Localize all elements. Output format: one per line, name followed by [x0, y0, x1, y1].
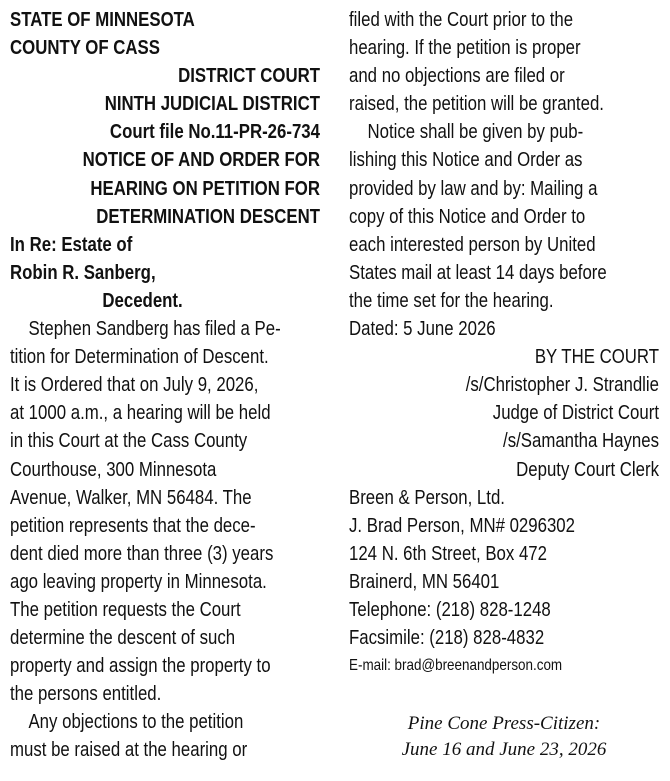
left-column-line: In Re: Estate of: [10, 233, 133, 256]
left-column-line: tition for Determination of Descent.: [10, 346, 269, 369]
left-column-line: DETERMINATION DESCENT: [96, 205, 320, 228]
left-column-line: HEARING ON PETITION FOR: [90, 177, 320, 200]
left-column-line: Robin R. Sanberg,: [10, 261, 156, 284]
left-column-line: determine the descent of such: [10, 627, 236, 650]
right-column-line: J. Brad Person, MN# 0296302: [349, 514, 575, 537]
left-column-line: Avenue, Walker, MN 56484. The: [10, 486, 252, 509]
right-column-line: raised, the petition will be granted.: [349, 93, 604, 116]
right-column-line: hearing. If the petition is proper: [349, 37, 581, 60]
right-column-line: States mail at least 14 days before: [349, 261, 607, 284]
left-column-line: The petition requests the Court: [10, 598, 241, 621]
left-column-line: at 1000 a.m., a hearing will be held: [10, 402, 271, 425]
right-column-line: the time set for the hearing.: [349, 289, 554, 312]
publication-credit-line-2: June 16 and June 23, 2026: [401, 739, 607, 760]
left-column-line: Courthouse, 300 Minnesota: [10, 458, 217, 481]
right-column-line: Facsimile: (218) 828-4832: [349, 627, 545, 650]
left-column-line: dent died more than three (3) years: [10, 542, 274, 565]
right-column-line: provided by law and by: Mailing a: [349, 177, 598, 200]
right-column-line: Dated: 5 June 2026: [349, 318, 496, 341]
left-column-line: NOTICE OF AND ORDER FOR: [82, 149, 321, 172]
left-column-line: Stephen Sandberg has filed a Pe-: [28, 318, 281, 341]
left-column-line: in this Court at the Cass County: [10, 430, 248, 453]
left-column-line: Court file No.11-PR-26-734: [109, 121, 320, 144]
left-column-line: the persons entitled.: [10, 683, 162, 706]
left-column-line: ago leaving property in Minnesota.: [10, 570, 267, 593]
publication-credit-line-1: Pine Cone Press-Citizen:: [407, 713, 601, 734]
right-column-line: Deputy Court Clerk: [516, 458, 659, 481]
left-column-line: NINTH JUDICIAL DISTRICT: [104, 93, 320, 116]
right-column-line: Notice shall be given by pub-: [367, 121, 584, 144]
right-column-line: /s/Christopher J. Strandlie: [465, 374, 659, 397]
right-column-line: copy of this Notice and Order to: [349, 205, 586, 228]
right-column-line: each interested person by United: [349, 233, 596, 256]
left-column-line: STATE OF MINNESOTA: [10, 9, 195, 31]
left-column-line: petition represents that the dece-: [10, 514, 256, 537]
left-column-line: DISTRICT COURT: [178, 65, 320, 88]
left-column-line: Decedent.: [102, 289, 183, 312]
right-column-line: BY THE COURT: [534, 346, 659, 369]
right-column-line: lishing this Notice and Order as: [349, 149, 583, 172]
left-column-line: Any objections to the petition: [28, 711, 244, 734]
right-column-line: Brainerd, MN 56401: [349, 570, 500, 593]
right-column-line: Telephone: (218) 828-1248: [349, 598, 551, 621]
right-column-line: E-mail: brad@breenandperson.com: [349, 657, 563, 675]
left-column-line: COUNTY OF CASS: [10, 37, 160, 60]
left-column-line: It is Ordered that on July 9, 2026,: [10, 374, 259, 397]
right-column: [349, 6, 659, 680]
right-column-line: filed with the Court prior to the: [349, 9, 574, 31]
left-column: [10, 6, 320, 765]
right-column-line: Judge of District Court: [492, 402, 659, 425]
right-column-line: and no objections are filed or: [349, 65, 565, 88]
right-column-line: /s/Samantha Haynes: [503, 430, 659, 453]
right-column-line: 124 N. 6th Street, Box 472: [349, 542, 547, 565]
right-column-line: Breen & Person, Ltd.: [349, 486, 505, 509]
left-column-line: must be raised at the hearing or: [10, 739, 248, 762]
left-column-line: property and assign the property to: [10, 655, 271, 678]
